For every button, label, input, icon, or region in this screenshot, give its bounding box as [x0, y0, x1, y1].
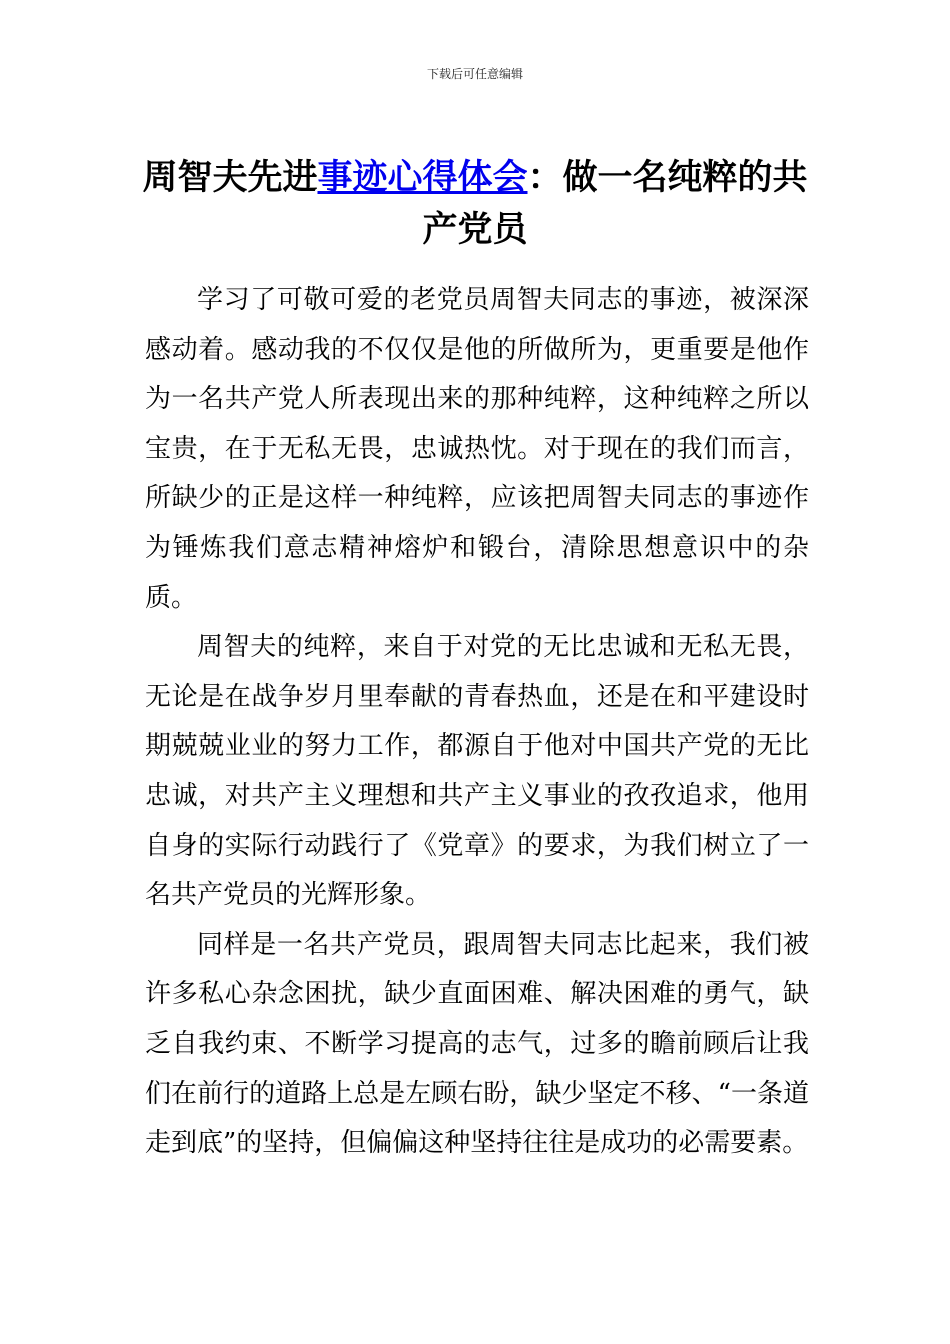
document-title — [140, 152, 810, 256]
title-link[interactable]: 事迹心得体会 — [317, 158, 528, 198]
document-body — [145, 276, 809, 1169]
paragraph-2: 周智夫的纯粹，来自于对党的无比忠诚和无私无畏，无论是在战争岁月里奉献的青春热血，还是在和平建设时期兢兢业业的努力工作，都源自于他对中国共产党的无比忠诚，对共产主义理想和共产主义事业的孜孜追求，他用自身的实际行动践行了《党章》的要求，为我们树立了一名共产党员的光辉形象。 — [145, 632, 809, 911]
paragraph-1: 学习了可敬可爱的老党员周智夫同志的事迹，被深深感动着。感动我的不仅仅是他的所做所为，更重要是他作为一名共产党人所表现出来的那种纯粹，这种纯粹之所以宝贵，在于无私无畏，忠诚热忱。对于现在的我们而言，所缺少的正是这样一种纯粹，应该把周智夫同志的事迹作为锤炼我们意志精神熔炉和锻台，清除思想意识中的杂质。 — [145, 285, 809, 613]
title-suffix: ：做一名纯粹的共产党员 — [422, 158, 808, 250]
header-note: 下载后可任意编辑 — [426, 67, 523, 81]
paragraph-3: 同样是一名共产党员，跟周智夫同志比起来，我们被许多私心杂念困扰，缺少直面困难、解决困难的勇气，缺乏自我约束、不断学习提高的志气，过多的瞻前顾后让我们在前行的道路上总是左顾右盼，缺少坚定不移、“一条道走到底”的坚持，但偏偏这种坚持往往是成功的必需要素。 — [145, 929, 809, 1159]
title-prefix: 周智夫先进 — [142, 158, 318, 198]
